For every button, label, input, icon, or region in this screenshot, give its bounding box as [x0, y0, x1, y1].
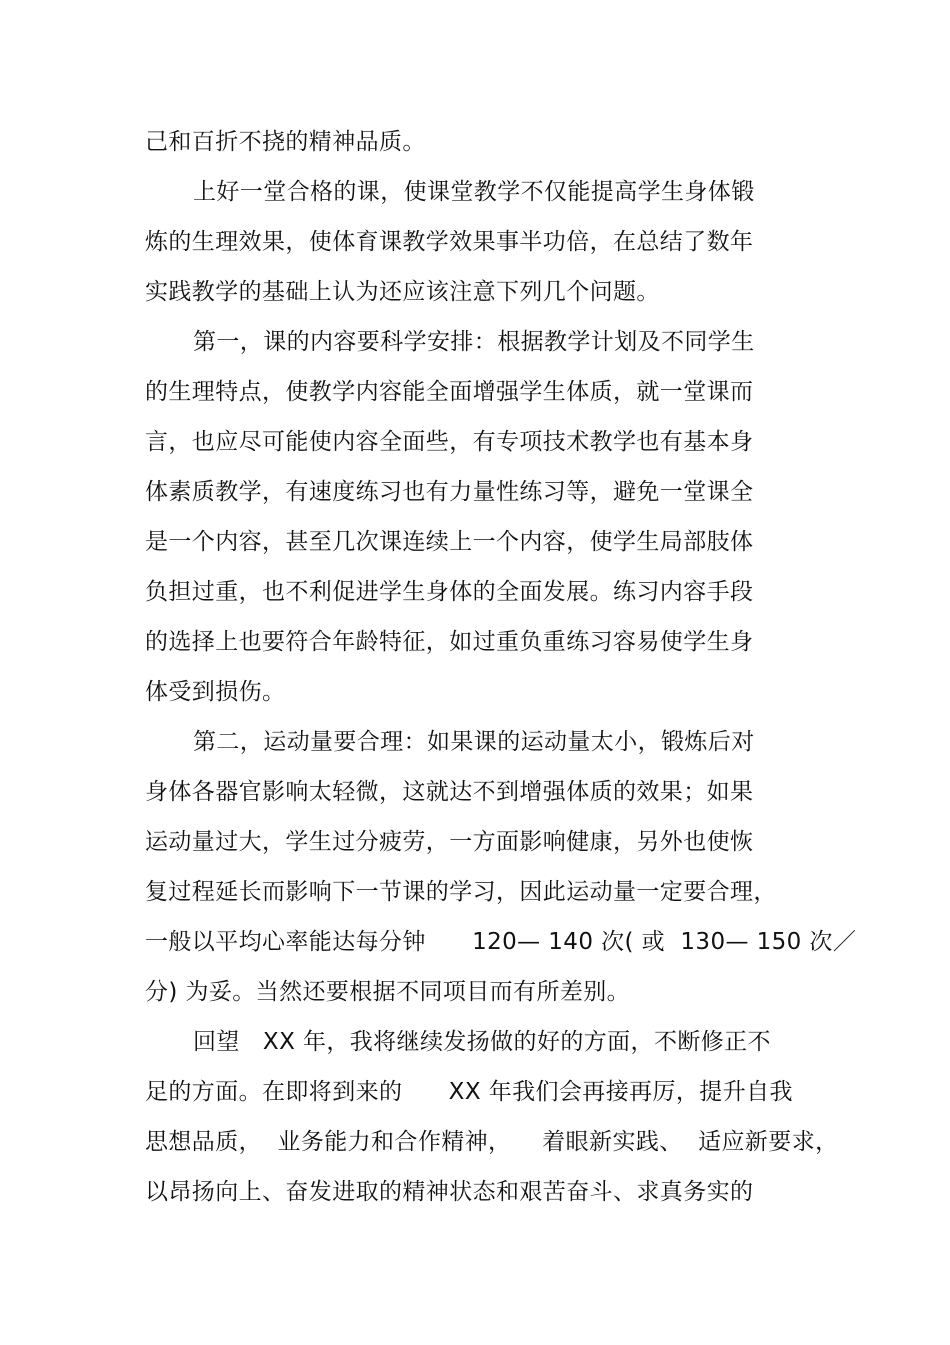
- text-line: 的选择上也要符合年龄特征，如过重负重练习容易使学生身: [145, 629, 754, 655]
- text-line: 言，也应尽可能使内容全面些，有专项技术教学也有基本身: [145, 429, 754, 455]
- text-line: 第二，运动量要合理：如果课的运动量太小，锻炼后对: [193, 729, 755, 755]
- text-line: 足的方面。在即将到来的 XX 年我们会再接再厉，提升自我: [145, 1079, 793, 1105]
- text-line: 思想品质， 业务能力和合作精神， 着眼新实践、 适应新要求，: [145, 1129, 839, 1155]
- text-line: 是一个内容，甚至几次课连续上一个内容，使学生局部肢体: [145, 529, 754, 555]
- text-line: 上好一堂合格的课，使课堂教学不仅能提高学生身体锻: [193, 179, 755, 205]
- text-line: 体素质教学，有速度练习也有力量性练习等，避免一堂课全: [145, 479, 754, 505]
- text-line: 己和百折不挠的精神品质。: [145, 129, 426, 155]
- text-line: 一般以平均心率能达每分钟 120— 140 次( 或 130— 150 次／: [145, 929, 857, 955]
- text-line: 身体各器官影响太轻微，这就达不到增强体质的效果；如果: [145, 779, 754, 805]
- text-line: 炼的生理效果，使体育课教学效果事半功倍，在总结了数年: [145, 229, 754, 255]
- text-line: 第一，课的内容要科学安排：根据教学计划及不同学生: [193, 329, 755, 355]
- text-line: 运动量过大，学生过分疲劳，一方面影响健康，另外也使恢: [145, 829, 754, 855]
- text-line: 体受到损伤。: [145, 679, 286, 705]
- text-line: 回望 XX 年，我将继续发扬做的好的方面，不断修正不: [193, 1029, 771, 1055]
- text-line: 复过程延长而影响下一节课的学习，因此运动量一定要合理，: [145, 879, 777, 905]
- text-line: 负担过重，也不利促进学生身体的全面发展。练习内容手段: [145, 579, 754, 605]
- text-line: 分) 为妥。当然还要根据不同项目而有所差别。: [145, 979, 631, 1005]
- text-line: 实践教学的基础上认为还应该注意下列几个问题。: [145, 279, 660, 305]
- text-line: 的生理特点，使教学内容能全面增强学生体质，就一堂课而: [145, 379, 754, 405]
- text-line: 以昂扬向上、奋发进取的精神状态和艰苦奋斗、求真务实的: [145, 1179, 754, 1205]
